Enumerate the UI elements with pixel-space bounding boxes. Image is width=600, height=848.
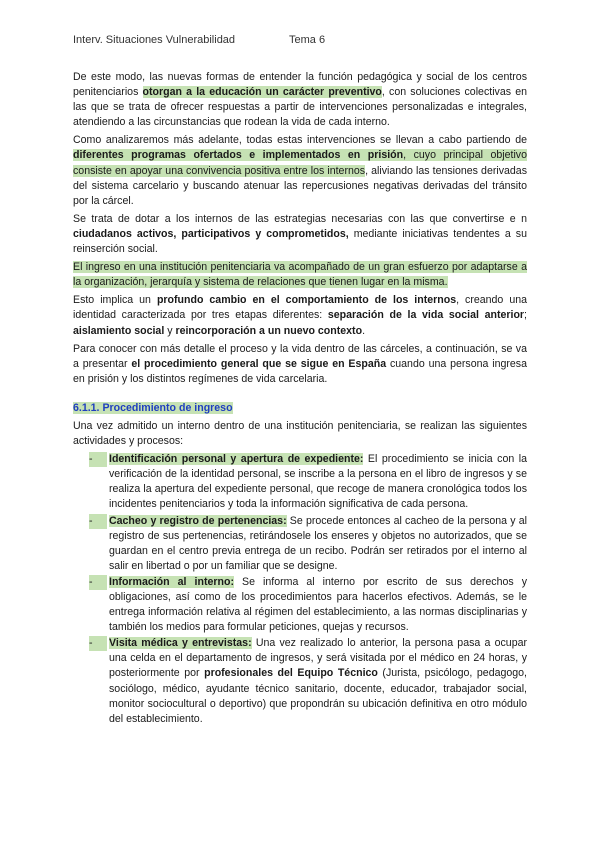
text-run: Se trata de dotar a los internos de las estrategias necesarias con las que convertirse e n [73,212,527,225]
bold-text: ciudadanos activos, participativos y comprometidos, [73,227,349,240]
topic-label: Tema 6 [289,34,326,46]
procedure-list [73,452,527,727]
highlighted-text: diferentes programas ofertados e implementados en prisión [73,149,404,162]
bold-text: reincorporación a un nuevo contexto [175,324,363,337]
document-title: Interv. Situaciones Vulnerabilidad [73,34,236,46]
text-run: Esto implica un [73,294,157,307]
bullet-dash: - [89,514,107,529]
bold-text: profundo cambio en el comportamiento de los internos [156,294,457,307]
item-text: Una vez realizado lo anterior, la persona pasa a ocupar una celda en el departamento de ingresos, y será visitada por el médico en 24 horas, y posteriormente por [109,637,527,680]
paragraph-4 [73,260,527,290]
text-run: cuando una persona ingresa en prisión y los distintos regímenes de vida carcelaria. [73,357,527,385]
text-run: mediante iniciativas tendentes a su reinserción social. [73,227,527,256]
text-run: , aliviando las tensiones derivadas del sistema carcelario y buscando atenuar las repercusiones negativas derivadas del tránsito por la cárcel. [73,164,527,207]
paragraph-1 [73,70,527,130]
item-lead: Información al interno: [109,575,234,588]
item-lead: Identificación personal y apertura de expediente: [109,453,364,466]
item-text: Se informa al interno por escrito de sus derechos y obligaciones, así como de los procedimientos para hacerlos efectivos. Además, se le entrega información relativa al régimen del establecimiento, a las normas disciplinarias y también los medios para formular peticiones, quejas y recursos. [109,575,527,634]
paragraph-5 [73,293,527,338]
text-run: , creando una identidad caracterizada por tres etapas diferentes: [73,294,527,322]
highlighted-text: , cuyo principal objetivo consiste en apoyar una convivencia positiva entre los internos [73,149,527,177]
item-lead: Cacheo y registro de pertenencias: [109,514,287,527]
document-body [73,70,527,728]
highlighted-text: otorgan a la educación un carácter preventivo [142,86,382,99]
list-item [73,636,527,727]
page-header [73,34,326,46]
text-run: Para conocer con más detalle el proceso y la vida dentro de las cárceles, a continuación, se va a presentar [73,342,527,370]
bold-text: aislamiento social [73,324,165,337]
highlighted-text: El ingreso en una institución penitenciaria va acompañado de un gran esfuerzo por adaptarse a la organización, jerarquía y sistema de relaciones que tienen lugar en la misma. [73,261,527,289]
bold-text: profesionales del Equipo Técnico [204,667,378,680]
text-run: , con soluciones colectivas en las que se trata de ofrecer respuestas a partir de intervenciones personalizadas e integrales, atendiendo a las circunstancias que rodean la vida de cada interno. [73,86,527,129]
section-heading [73,401,527,416]
section-title-text: 6.1.1. Procedimiento de ingreso [73,401,233,414]
bullet-dash: - [89,575,107,590]
item-text: (Jurista, psicólogo, pedagogo, sociólogo, médico, ayudante técnico sanitario, docente, educador, trabajador social, monitor sociocultural o deportivo) que propondrán su ubicación definitiva en otro módulo del establecimiento. [109,667,527,725]
text-run: De este modo, las nuevas formas de entender la función pedagógica y social de los centros penitenciarios [73,71,527,99]
item-text: Se procede entonces al cacheo de la persona y al registro de sus pertenencias, retirándosele los enseres y objetos no autorizados, que se guardan en el centro previa entrega de un recibo. Podrán ser retirados por el interno al salir en libertad o por un familiar que se designe. [109,514,527,572]
item-text: El procedimiento se inicia con la verificación de la identidad personal, se inscribe a la persona en el libro de ingresos y se realiza la apertura del expediente personal, que recoge de manera cronológica todos los incidentes penitenciarios y toda la información significativa de cada persona. [109,453,527,511]
paragraph-3 [73,212,527,257]
paragraph-6 [73,342,527,387]
paragraph-2 [73,133,527,208]
bold-text: separación de la vida social anterior [327,309,525,322]
bold-text: el procedimiento general que se sigue en España [131,357,387,370]
text-run: Como analizaremos más adelante, todas estas intervenciones se llevan a cabo partiendo de [73,134,527,147]
bullet-dash: - [89,452,107,467]
list-item [73,575,527,635]
list-item [73,514,527,574]
text-run: y [164,324,176,337]
text-run: . [362,324,366,337]
bullet-dash: - [89,636,107,651]
section-intro: Una vez admitido un interno dentro de una institución penitenciaria, se realizan las siguientes actividades y procesos: [73,419,527,448]
list-item [73,452,527,512]
text-run: ; [524,309,527,322]
item-lead: Visita médica y entrevistas: [109,637,252,650]
